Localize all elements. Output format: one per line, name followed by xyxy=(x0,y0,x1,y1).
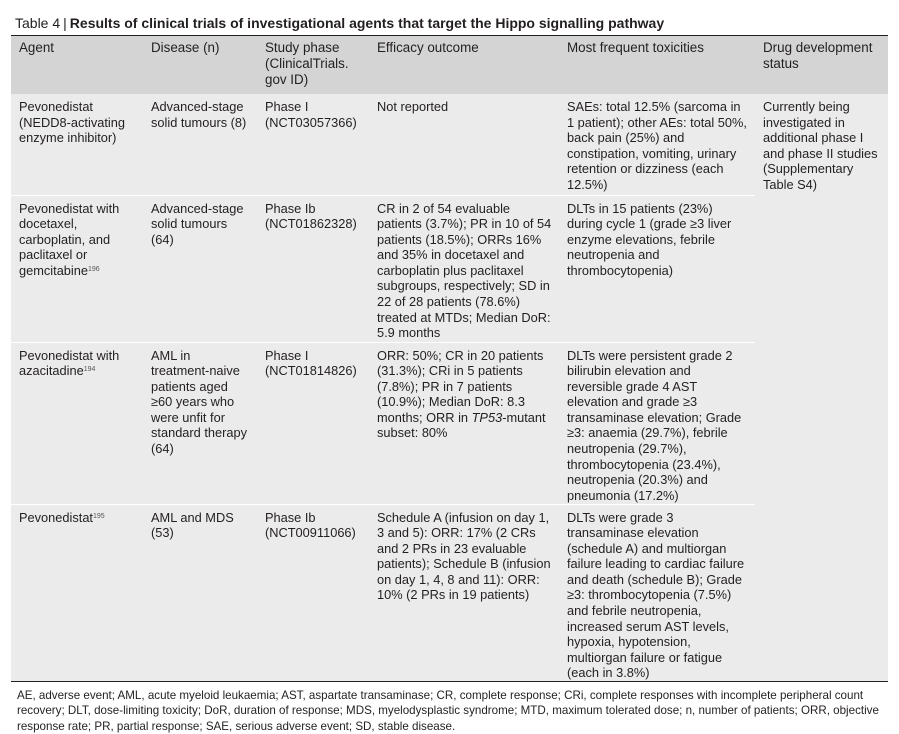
header-row xyxy=(11,36,888,94)
cell-phase: Phase Ib (NCT01862328) xyxy=(257,195,369,342)
header-phase: Study phase (ClinicalTrials. gov ID) xyxy=(257,36,369,94)
header-efficacy: Efficacy outcome xyxy=(369,36,559,94)
agent-name: Pevonedistat xyxy=(19,509,93,525)
agent-name: Pevonedistat with docetaxel, carboplatin, and paclitaxel or gemcitabine xyxy=(19,200,120,278)
cell-efficacy xyxy=(369,342,559,504)
reference-number: 194 xyxy=(83,366,96,374)
gene-name: TP53 xyxy=(471,409,503,425)
table-row xyxy=(11,94,888,195)
cell-phase: Phase I (NCT01814826) xyxy=(257,342,369,504)
caption-separator: | xyxy=(63,15,67,31)
header-status: Drug development status xyxy=(755,36,888,94)
cell-phase: Phase Ib (NCT00911066) xyxy=(257,504,369,681)
cell-toxicities: DLTs in 15 patients (23%) during cycle 1 (grade ≥3 liver enzyme elevations, febrile neutropenia and thrombocytopenia) xyxy=(559,195,755,342)
table-number: Table 4 xyxy=(15,15,61,31)
header-toxicities: Most frequent toxicities xyxy=(559,36,755,94)
cell-agent xyxy=(11,504,143,681)
cell-agent xyxy=(11,94,143,195)
reference-number: 196 xyxy=(88,265,100,273)
cell-toxicities: SAEs: total 12.5% (sarcoma in 1 patient); other AEs: total 50%, back pain (25%) and constipation, vomiting, urinary retention or dizziness (each 12.5%) xyxy=(559,94,755,195)
cell-agent xyxy=(11,342,143,504)
table-footnote: AE, adverse event; AML, acute myeloid leukaemia; AST, aspartate transaminase; CR, complete response; CRi, complete responses with incomplete peripheral count recovery; DLT, dose-limiting toxicity; DoR, duration of response; MDS, myelodysplastic syndrome; MTD, maximum tolerated dose; n, number of patients; ORR, objective response rate; PR, partial response; SAE, serious adverse event; SD, stable disease. xyxy=(11,681,888,734)
cell-efficacy: Not reported xyxy=(369,94,559,195)
cell-efficacy: CR in 2 of 54 evaluable patients (3.7%); PR in 10 of 54 patients (18.5%); ORRs 16% and 35% in docetaxel and carboplatin plus paclitaxel subgroups, respectively; SD in 22 of 28 patients (78.6%) treated at MTDs; Median DoR: 5.9 months xyxy=(369,195,559,342)
efficacy-text: ORR: 50%; CR in 20 patients (31.3%); CRi in 5 patients (7.8%); PR in 7 patients (10.9%); Median DoR: 8.3 months; ORR in xyxy=(377,347,544,425)
cell-efficacy: Schedule A (infusion on day 1, 3 and 5): ORR: 17% (2 CRs and 2 PRs in 23 evaluable patients); Schedule B (infusion on day 1, 4, 8 and 11): ORR: 10% (2 PRs in 19 patients) xyxy=(369,504,559,681)
agent-name: Pevonedistat with azacitadine xyxy=(19,347,120,379)
agent-name: Pevonedistat (NEDD8-activating enzyme inhibitor) xyxy=(19,99,125,146)
cell-disease: Advanced-stage solid tumours (8) xyxy=(143,94,257,195)
cell-agent xyxy=(11,195,143,342)
cell-disease: AML in treatment-naive patients aged ≥60 years who were unfit for standard therapy (64) xyxy=(143,342,257,504)
cell-status: Currently being investigated in additional phase I and phase II studies (Supplementary Table S4) xyxy=(755,94,888,681)
cell-phase: Phase I (NCT03057366) xyxy=(257,94,369,195)
header-agent: Agent xyxy=(11,36,143,94)
cell-disease: Advanced-stage solid tumours (64) xyxy=(143,195,257,342)
cell-toxicities: DLTs were persistent grade 2 bilirubin elevation and reversible grade 4 AST elevation and grade ≥3 transaminase elevation; Grade ≥3: anaemia (29.7%), febrile neutropenia (29.7%), thrombocytopenia (23.4%), neutropenia (20.3%) and pneumonia (17.2%) xyxy=(559,342,755,504)
header-disease: Disease (n) xyxy=(143,36,257,94)
table-caption xyxy=(11,12,888,36)
efficacy-text-end: -mutant subset: 80% xyxy=(377,409,546,441)
cell-toxicities: DLTs were grade 3 transaminase elevation (schedule A) and multiorgan failure leading to cardiac failure and death (schedule B); Grade ≥3: thrombocytopenia (7.5%) and febrile neutropenia, increased serum AST levels, hypoxia, hypotension, multiorgan failure or fatigue (each in 3.8%) xyxy=(559,504,755,681)
table-title: Results of clinical trials of investigational agents that target the Hippo signalling pathway xyxy=(69,15,665,31)
reference-number: 195 xyxy=(93,512,105,520)
cell-disease: AML and MDS (53) xyxy=(143,504,257,681)
clinical-trials-table xyxy=(11,36,888,681)
